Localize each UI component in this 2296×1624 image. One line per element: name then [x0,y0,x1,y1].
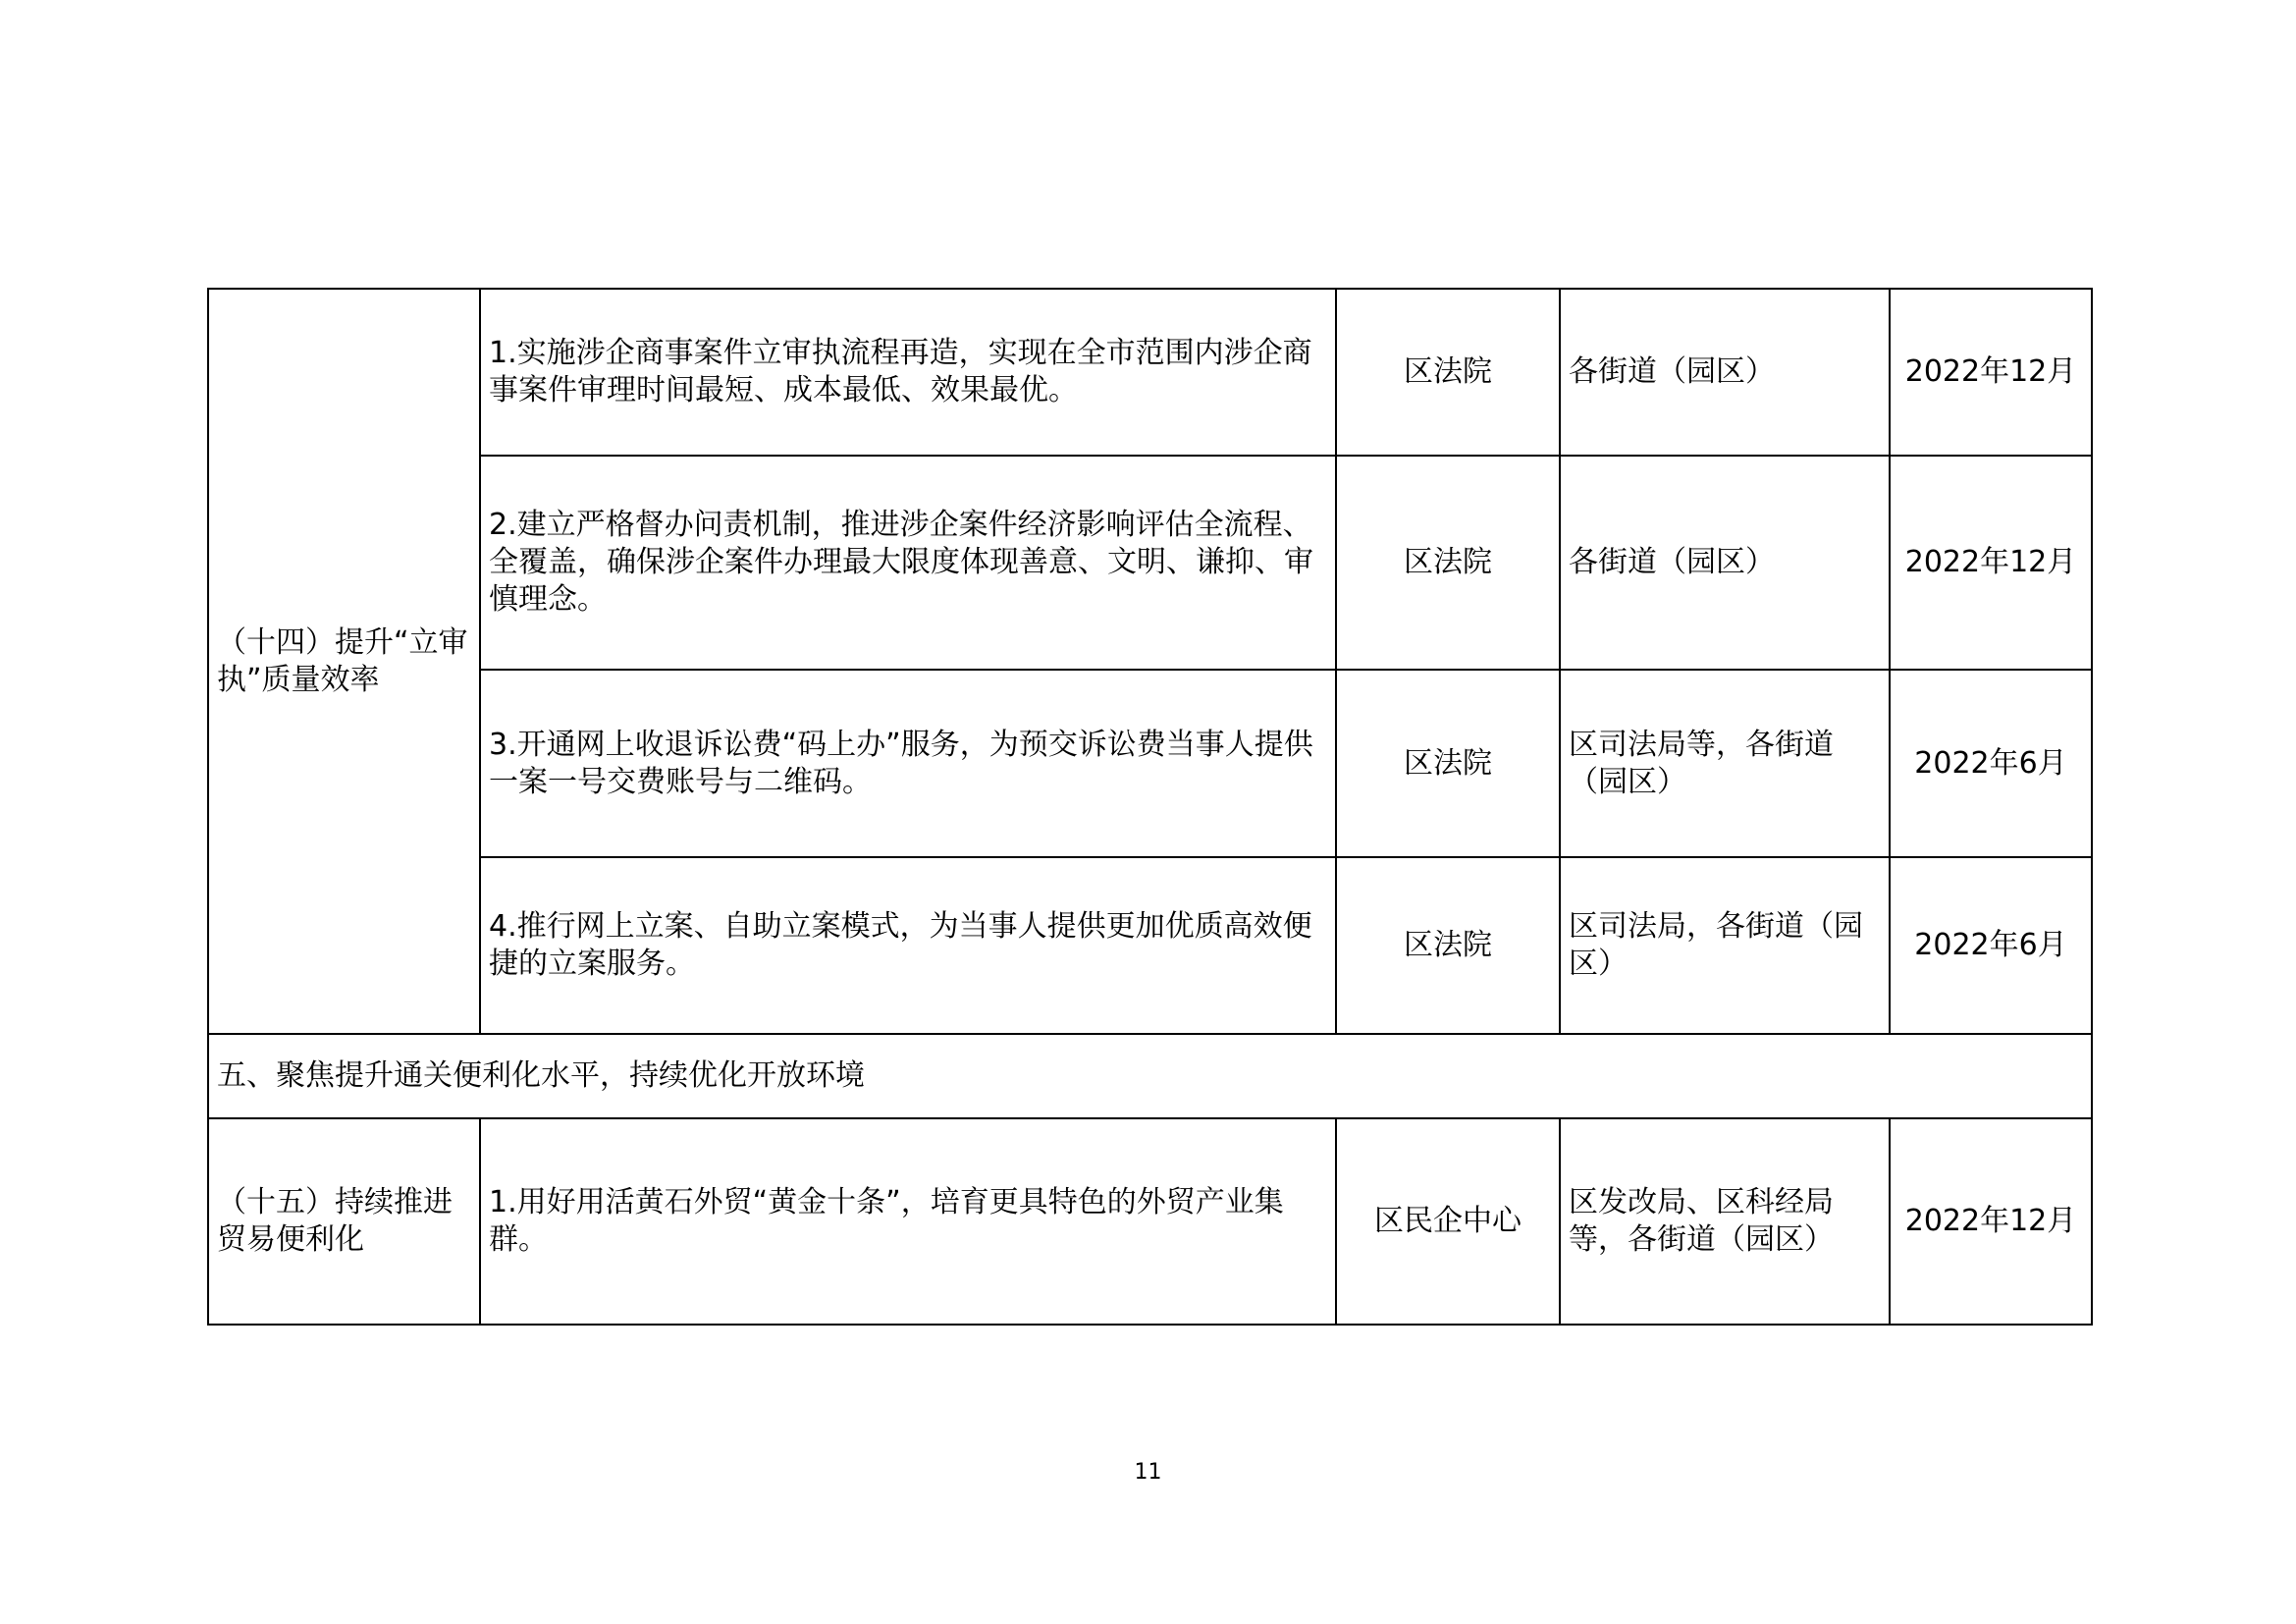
task-content: 4.推行网上立案、自助立案模式，为当事人提供更加优质高效便捷的立案服务。 [480,857,1336,1034]
task-content: 2.建立严格督办问责机制，推进涉企案件经济影响评估全流程、全覆盖，确保涉企案件办理最大限度体现善意、文明、谦抑、审慎理念。 [480,456,1336,670]
task-content: 1.实施涉企商事案件立审执流程再造，实现在全市范围内涉企商事案件审理时间最短、成本最低、效果最优。 [480,289,1336,456]
lead-unit: 区民企中心 [1336,1118,1560,1325]
lead-unit: 区法院 [1336,456,1560,670]
lead-unit: 区法院 [1336,289,1560,456]
table-row [208,670,2092,857]
table-row [208,456,2092,670]
deadline: 2022年6月 [1890,857,2092,1034]
table-row [208,1118,2092,1325]
deadline: 2022年12月 [1890,1118,2092,1325]
cooperating-units: 区司法局等，各街道（园区） [1560,670,1890,857]
page-number: 11 [1134,1460,1162,1485]
section-heading: 五、聚焦提升通关便利化水平，持续优化开放环境 [208,1034,2092,1118]
deadline: 2022年12月 [1890,456,2092,670]
cooperating-units: 各街道（园区） [1560,456,1890,670]
deadline: 2022年6月 [1890,670,2092,857]
table-row [208,857,2092,1034]
cooperating-units: 各街道（园区） [1560,289,1890,456]
table-row [208,289,2092,456]
cooperating-units: 区司法局，各街道（园区） [1560,857,1890,1034]
group-title: （十四）提升“立审执”质量效率 [208,289,480,1034]
cooperating-units: 区发改局、区科经局等，各街道（园区） [1560,1118,1890,1325]
task-content: 3.开通网上收退诉讼费“码上办”服务，为预交诉讼费当事人提供一案一号交费账号与二维码。 [480,670,1336,857]
lead-unit: 区法院 [1336,670,1560,857]
lead-unit: 区法院 [1336,857,1560,1034]
deadline: 2022年12月 [1890,289,2092,456]
task-table [207,288,2093,1326]
task-content: 1.用好用活黄石外贸“黄金十条”，培育更具特色的外贸产业集群。 [480,1118,1336,1325]
section-row [208,1034,2092,1118]
group-title: （十五）持续推进贸易便利化 [208,1118,480,1325]
